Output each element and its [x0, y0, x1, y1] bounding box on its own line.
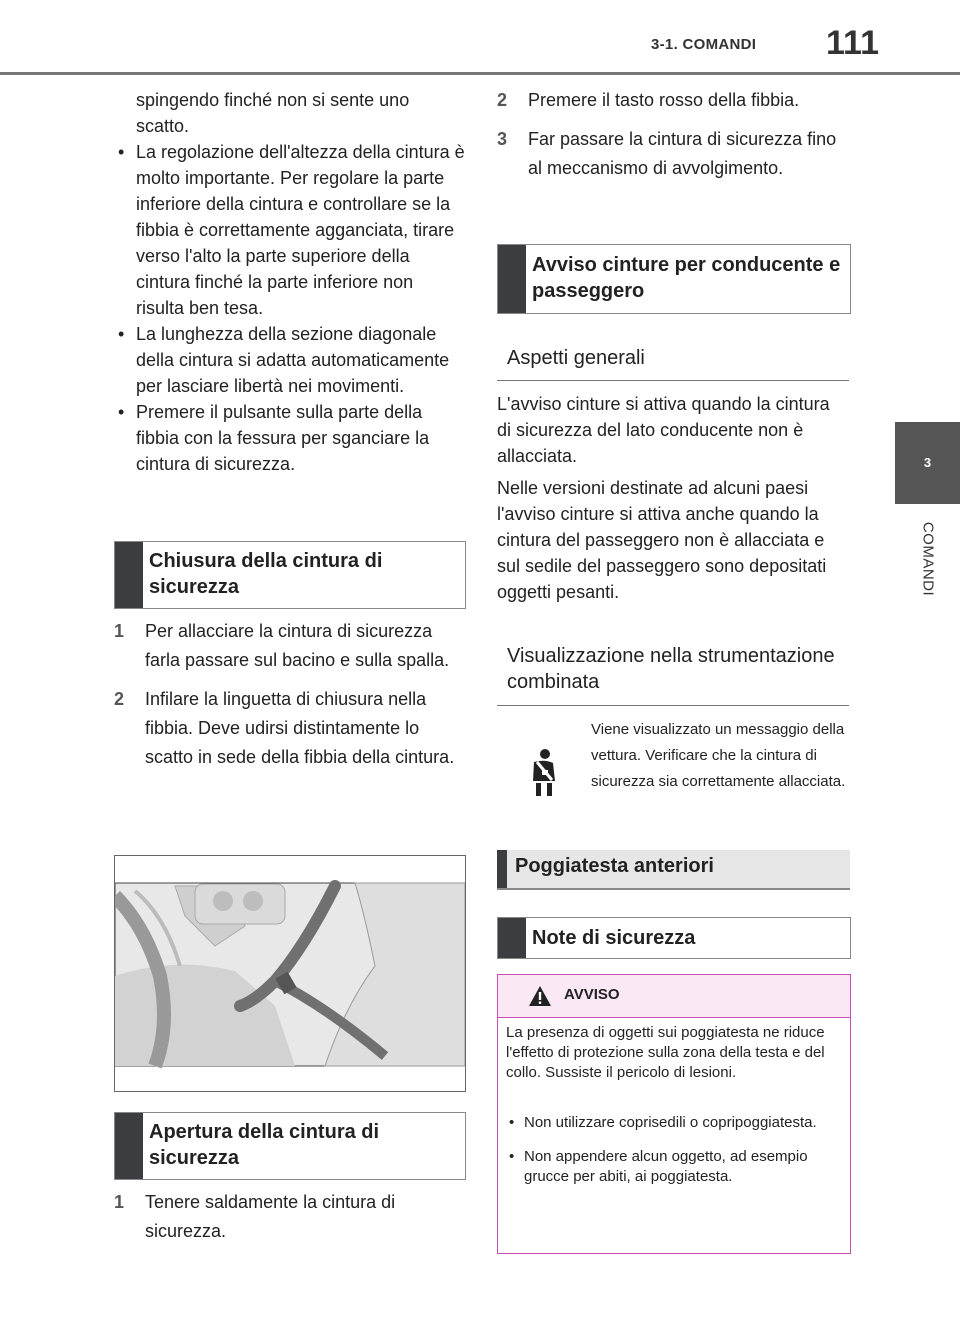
bullet-list: [115, 139, 465, 477]
steps-opening-continued: [497, 86, 837, 183]
paragraph: L'avviso cinture si attiva quando la cintura di sicurezza del lato conducente non è allacciata.: [497, 394, 830, 466]
step-item: 2 Infilare la linguetta di chiusura nella fibbia. Deve udirsi distintamente lo scatto in sede della fibbia della cintura.: [114, 689, 455, 767]
steps-closing: [114, 617, 464, 772]
list-item: • La regolazione dell'altezza della cintura è molto importante. Per regolare la parte inferiore della cintura e controllare se la fibbia è correttamente agganciata, tirare verso l'alto la parte superiore della cintura finché la parte inferiore non risulta ben tesa.: [115, 139, 465, 321]
seatbelt-warning-icon: [528, 748, 558, 798]
paragraph: Nelle versioni destinate ad alcuni paesi l'avviso cinture si attiva anche quando la cintura del passeggero non è allacciata e sul sedile del passeggero sono depositati oggetti pesanti.: [497, 478, 827, 602]
section-heading-safety-notes: Note di sicurezza: [497, 917, 851, 959]
header-rule: [0, 72, 960, 75]
step-item: 1 Per allacciare la cintura di sicurezza farla passare sul bacino e sulla spalla.: [114, 621, 450, 670]
warning-box: [497, 974, 851, 1254]
warning-header: [498, 975, 850, 1018]
step-item: 2 Premere il tasto rosso della fibbia.: [497, 90, 800, 110]
section-heading-headrests: Poggiatesta anteriori: [497, 850, 850, 890]
step-item: 1 Tenere saldamente la cintura di sicurezza.: [114, 1192, 396, 1241]
buckle-illustration: [115, 856, 465, 1091]
warning-title: AVVISO: [564, 986, 620, 1003]
intro-continuation: spingendo finché non si sente uno scatto.: [136, 90, 410, 136]
warning-triangle-icon: [528, 985, 552, 1007]
section-heading-opening: Apertura della cintura di sicurezza: [114, 1112, 466, 1180]
sub-heading-general: Aspetti generali: [507, 347, 645, 369]
list-item: • Premere il pulsante sulla parte della fibbia con la fessura per sganciare la cintura di sicurezza.: [115, 399, 465, 477]
list-item: • La lunghezza della sezione diagonale della cintura si adatta automaticamente per lasciare libertà nei movimenti.: [115, 321, 465, 399]
section-heading-belt-warning: Avviso cinture per conducente e passeggero: [497, 244, 851, 314]
warning-text: La presenza di oggetti sui poggiatesta ne riduce l'effetto di protezione sulla zona della testa e del collo. Sussiste il pericolo di lesioni.: [506, 1024, 825, 1081]
indicator-description: Viene visualizzato un messaggio della vettura. Verificare che la cintura di sicurezza sia correttamente allacciata.: [591, 721, 846, 790]
warning-bullets: [506, 1113, 841, 1187]
steps-opening: [114, 1188, 444, 1246]
chapter-tab: 3: [895, 422, 960, 504]
chapter-label: COMANDI: [919, 521, 936, 597]
section-heading-closing: Chiusura della cintura di sicurezza: [114, 541, 466, 609]
page-number: 111: [826, 24, 879, 62]
running-header: 3-1. COMANDI: [651, 36, 757, 53]
sub-heading-display: Visualizzazione nella strumentazione combinata: [507, 645, 835, 693]
sub-heading-rule: [497, 380, 849, 381]
seatbelt-illustration: [114, 855, 466, 1092]
list-item: • Non appendere alcun oggetto, ad esempio grucce per abiti, ai poggiatesta.: [506, 1147, 841, 1187]
list-item: • Non utilizzare coprisedili o copripoggiatesta.: [506, 1113, 841, 1133]
sub-heading-rule: [497, 705, 849, 706]
step-item: 3 Far passare la cintura di sicurezza fino al meccanismo di avvolgimento.: [497, 129, 837, 178]
